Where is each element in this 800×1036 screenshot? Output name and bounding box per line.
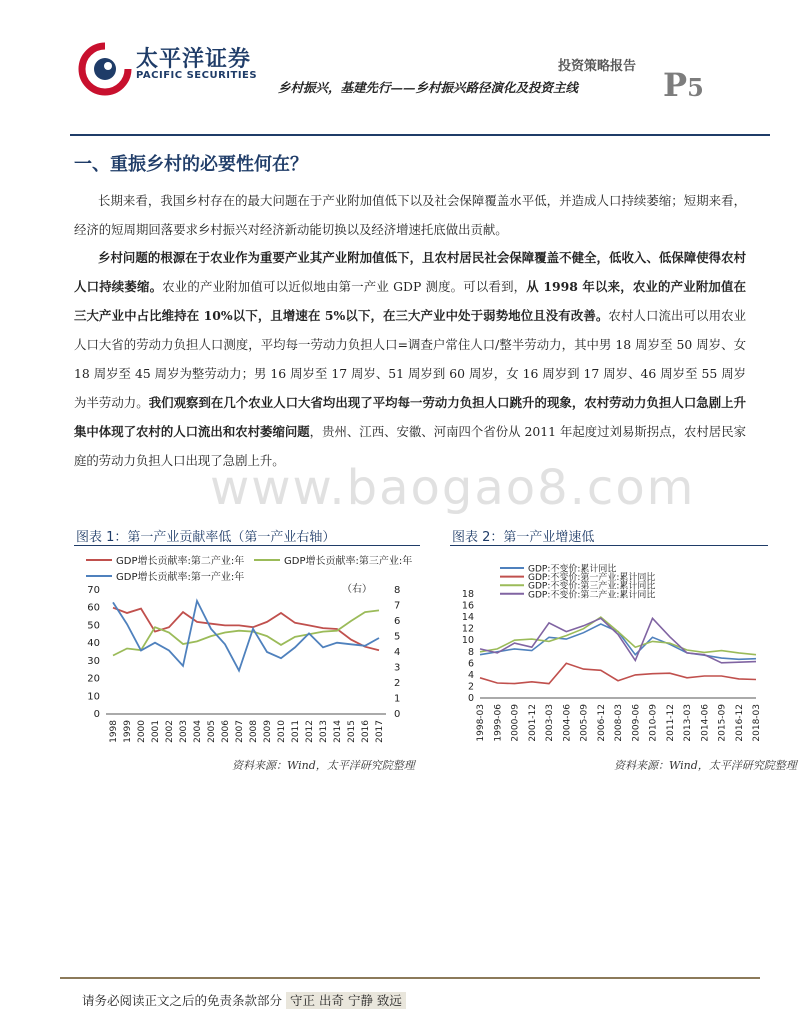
logo-mark xyxy=(78,42,132,96)
watermark: www.baogao8.com xyxy=(210,460,696,516)
chart1-x-tick: 2008 xyxy=(249,720,259,743)
chart1-x-tick: 2002 xyxy=(165,720,175,743)
chart1-right-tick: 3 xyxy=(394,662,401,674)
chart2-legend-label: GDP:不变价:第一产业:累计同比 xyxy=(528,573,656,584)
chart2-y-tick: 16 xyxy=(461,600,474,612)
p2-text-2: 农村人口流出可以用农业人口大省的劳动力负担人口测度，平均每一劳动力负担人口=调查户常住人口/整半劳动力，其中男 18 周岁至 50 周岁、女 18 周岁至 45 周岁为整劳动力；男 16 周岁至 17 周岁、51 周岁到 60 周岁，女 16 周岁到 17 周岁、46 周岁至 55 周岁为半劳动力。 xyxy=(74,308,746,410)
chart1-series-line xyxy=(113,601,379,671)
chart1-title-rule xyxy=(74,545,420,546)
chart1-x-tick: 2014 xyxy=(333,720,343,743)
chart1-x-tick: 1999 xyxy=(123,720,133,743)
chart1-x-tick: 2007 xyxy=(235,720,245,743)
p2-text-1: 农业的产业附加值可以近似地由第一产业 GDP 测度。可以看到， xyxy=(162,279,527,294)
chart1-plot xyxy=(74,548,424,752)
chart2-series-line xyxy=(480,624,756,659)
chart2-x-tick: 2018-03 xyxy=(752,704,762,742)
footer xyxy=(82,991,406,1009)
chart2-legend-label: GDP:不变价:累计同比 xyxy=(528,564,617,575)
chart2-legend-label: GDP:不变价:第三产业:累计同比 xyxy=(528,581,656,592)
chart1-left-tick: 60 xyxy=(87,602,100,614)
chart1-left-tick: 50 xyxy=(87,620,100,632)
chart1-x-tick: 2012 xyxy=(305,720,315,743)
chart1-title: 图表 1：第一产业贡献率低（第一产业右轴） xyxy=(76,530,336,545)
chart1-right-tick: 2 xyxy=(394,678,401,689)
chart2-x-tick: 2015-09 xyxy=(717,704,728,742)
chart2-y-tick: 0 xyxy=(467,693,474,704)
chart2-y-tick: 4 xyxy=(467,669,474,681)
chart2-x-tick: 2001-12 xyxy=(527,704,538,742)
chart2-y-tick: 12 xyxy=(461,623,474,635)
chart1-x-tick: 2011 xyxy=(291,720,301,743)
chart2-x-tick: 1998-03 xyxy=(476,704,486,742)
paragraph-2 xyxy=(74,243,746,475)
logo-english-name: PACIFIC SECURITIES xyxy=(136,70,258,81)
footer-disclaimer: 请务必阅读正文之后的免责条款部分 xyxy=(82,993,283,1008)
chart2-x-tick: 1999-06 xyxy=(493,704,504,742)
p2-bold-1: 乡村问题的根源在于农业作为重要产业其产业附加值低下，且农村居民社会保障覆盖不健全，低收入、低保障使得农村人口持续萎缩。 xyxy=(74,250,746,294)
logo-chinese-name: 太平洋证券 xyxy=(136,47,252,72)
p2-bold-3: 我们观察到在几个农业人口大省均出现了平均每一劳动力负担人口跳升的现象，农村劳动力负担人口急剧上升集中体现了农村的人口流出和农村萎缩问题 xyxy=(74,395,747,439)
chart1-x-tick: 2017 xyxy=(375,720,385,743)
chart1-left-tick: 30 xyxy=(87,655,100,667)
chart2-x-tick: 2010-09 xyxy=(648,704,659,742)
chart2-x-tick: 2003-03 xyxy=(545,704,555,742)
chart1-x-tick: 2009 xyxy=(263,720,273,743)
chart1-legend-label: GDP增长贡献率:第三产业:年 xyxy=(284,556,413,567)
chart2-y-tick: 6 xyxy=(467,658,474,670)
chart1-x-tick: 2003 xyxy=(179,720,189,743)
chart1-right-tick: 0 xyxy=(394,709,401,720)
chart1-right-tick: 5 xyxy=(394,631,401,643)
chart1-left-tick: 0 xyxy=(93,709,100,720)
chart1-x-tick: 2005 xyxy=(207,720,217,743)
p2-text-3: ，贵州、江西、安徽、河南四个省份从 2011 年起度过刘易斯拐点，农村居民家庭的劳动力负担人口出现了急剧上升。 xyxy=(74,424,746,468)
chart2-x-tick: 2008-03 xyxy=(614,704,624,742)
p2-bold-2: 从 1998 年以来，农业的产业附加值在三大产业中占比维持在 10%以下，且增速在 5%以下，在三大产业中处于弱势地位且没有改善。 xyxy=(74,279,747,323)
page-label: P xyxy=(663,66,688,104)
chart1-right-tick: 7 xyxy=(394,600,401,612)
chart1-x-tick: 2015 xyxy=(347,720,357,743)
chart1-x-tick: 2010 xyxy=(277,720,287,743)
section-title: 一、重振乡村的必要性何在？ xyxy=(74,154,308,175)
chart2-x-tick: 2000-09 xyxy=(510,704,521,742)
chart2-series-line xyxy=(480,663,756,683)
chart1-x-tick: 2001 xyxy=(151,720,161,743)
chart2-legend-label: GDP:不变价:第二产业:累计同比 xyxy=(528,590,656,601)
chart2-y-tick: 2 xyxy=(467,681,474,693)
report-type: 投资策略报告 xyxy=(558,59,637,74)
chart2-x-tick: 2014-06 xyxy=(700,704,711,742)
chart1-right-tick: 4 xyxy=(394,647,401,658)
chart1-source: 资料来源：Wind，太平洋研究院整理 xyxy=(232,759,415,772)
chart2-source: 资料来源：Wind，太平洋研究院整理 xyxy=(614,759,797,772)
page-number xyxy=(663,66,704,104)
chart1-right-tick: 6 xyxy=(394,616,401,627)
chart2-x-tick: 2009-06 xyxy=(631,704,642,742)
chart2-y-tick: 18 xyxy=(461,589,474,600)
chart2-x-tick: 2013-03 xyxy=(683,704,693,742)
chart1-x-tick: 2006 xyxy=(221,720,231,743)
chart2-y-tick: 8 xyxy=(467,646,474,658)
chart1-left-tick: 10 xyxy=(87,691,100,703)
footer-motto: 守正 出奇 宁静 致远 xyxy=(286,992,406,1009)
chart1-x-tick: 2000 xyxy=(137,720,147,743)
chart2-x-tick: 2005-09 xyxy=(579,704,590,742)
chart1-left-tick: 70 xyxy=(87,585,100,596)
chart1-legend-label: GDP增长贡献率:第一产业:年 xyxy=(116,572,245,583)
chart1-x-tick: 2016 xyxy=(361,720,371,743)
chart2-title-rule xyxy=(450,545,768,546)
chart1-left-tick: 20 xyxy=(87,673,100,685)
chart1-right-tick: 1 xyxy=(394,693,401,705)
chart1-x-tick: 1998 xyxy=(109,720,119,743)
chart1-right-axis-label: （右） xyxy=(342,584,372,595)
paragraph-1: 长期来看，我国乡村存在的最大问题在于产业附加值低下以及社会保障覆盖水平低，并造成人口持续萎缩；短期来看，经济的短周期回落要求乡村振兴对经济新动能切换以及经济增速托底做出贡献。 xyxy=(74,193,746,237)
chart1-x-tick: 2013 xyxy=(319,720,329,743)
chart1-legend-label: GDP增长贡献率:第二产业:年 xyxy=(116,556,245,567)
report-title: 乡村振兴，基建先行——乡村振兴路径演化及投资主线 xyxy=(278,80,579,95)
chart1-x-tick: 2004 xyxy=(193,720,203,743)
header-divider xyxy=(70,134,770,136)
chart2-x-tick: 2004-06 xyxy=(562,704,573,742)
page-digit: 5 xyxy=(687,73,704,102)
chart1-right-tick: 8 xyxy=(394,585,401,596)
chart2-title: 图表 2：第一产业增速低 xyxy=(452,530,595,545)
chart2-x-tick: 2006-12 xyxy=(596,704,607,742)
chart1-left-tick: 40 xyxy=(87,638,100,650)
chart2-y-tick: 14 xyxy=(461,612,474,624)
chart2-x-tick: 2016-12 xyxy=(734,704,745,742)
footer-divider xyxy=(60,977,760,979)
chart2-y-tick: 10 xyxy=(461,635,474,647)
chart2-x-tick: 2011-12 xyxy=(665,704,676,742)
chart2-plot xyxy=(450,548,770,752)
